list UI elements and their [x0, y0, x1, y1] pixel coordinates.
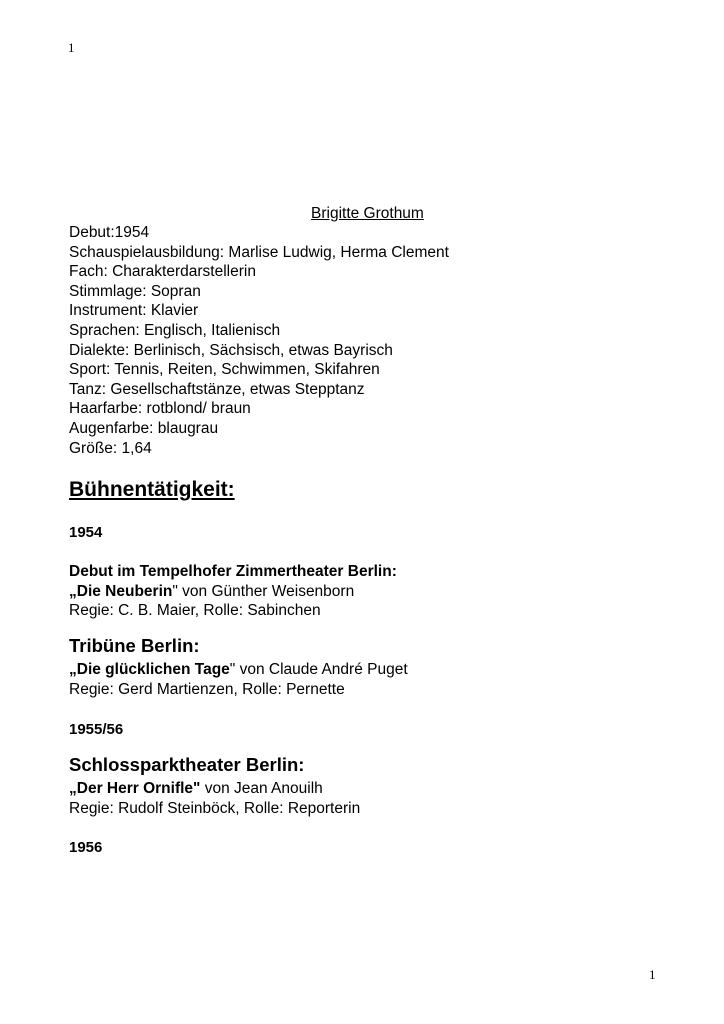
fact-eyes: Augenfarbe: blaugrau	[69, 419, 219, 437]
play-title: „Der Herr Ornifle"	[69, 780, 201, 797]
fact-type: Fach: Charakterdarstellerin	[69, 263, 256, 281]
page-number-top: 1	[68, 40, 75, 55]
fact-instrument: Instrument: Klavier	[69, 302, 199, 320]
play-line: „Die Neuberin" von Günther Weisenborn	[69, 582, 355, 600]
fact-dance: Tanz: Gesellschaftstänze, etwas Stepptanz	[69, 380, 365, 398]
venue-label: Debut im Tempelhofer Zimmertheater Berlin:	[69, 563, 397, 580]
fact-hair: Haarfarbe: rotblond/ braun	[69, 400, 251, 418]
play-details: Regie: Gerd Martienzen, Rolle: Pernette	[69, 680, 345, 698]
play-line: „Die glücklichen Tage" von Claude André Puget	[69, 661, 408, 678]
entry-neuberin	[69, 562, 397, 621]
play-details: Regie: Rudolf Steinböck, Rolle: Reporterin	[69, 799, 361, 817]
page-number-bottom: 1	[649, 967, 656, 982]
play-title: „Die Neuberin	[69, 582, 173, 600]
fact-voice: Stimmlage: Sopran	[69, 282, 201, 300]
fact-sport: Sport: Tennis, Reiten, Schwimmen, Skifahren	[69, 361, 380, 379]
play-details: Regie: C. B. Maier, Rolle: Sabinchen	[69, 602, 321, 620]
play-line: „Der Herr Ornifle" von Jean Anouilh	[69, 780, 323, 797]
venue-heading-tribuene: Tribüne Berlin:	[69, 635, 200, 656]
section-heading-stage: Bühnentätigkeit:	[69, 478, 235, 501]
fact-languages: Sprachen: Englisch, Italienisch	[69, 321, 281, 339]
year-heading-1956: 1956	[69, 839, 103, 856]
year-heading-1955: 1955/56	[69, 721, 124, 738]
fact-training: Schauspielausbildung: Marlise Ludwig, Herma Clement	[69, 243, 449, 261]
document-title: Brigitte Grothum	[311, 205, 424, 222]
fact-debut: Debut:1954	[69, 224, 150, 241]
venue-heading-schlosspark: Schlossparktheater Berlin:	[69, 754, 305, 775]
entry-ornifle	[69, 779, 360, 818]
play-title: „Die glücklichen Tage	[69, 661, 230, 678]
entry-gluecklichen-tage	[69, 660, 408, 699]
fact-dialects: Dialekte: Berlinisch, Sächsisch, etwas Bayrisch	[69, 341, 393, 359]
fact-height: Größe: 1,64	[69, 439, 152, 457]
personal-facts	[69, 223, 449, 458]
year-heading-1954: 1954	[69, 524, 103, 541]
